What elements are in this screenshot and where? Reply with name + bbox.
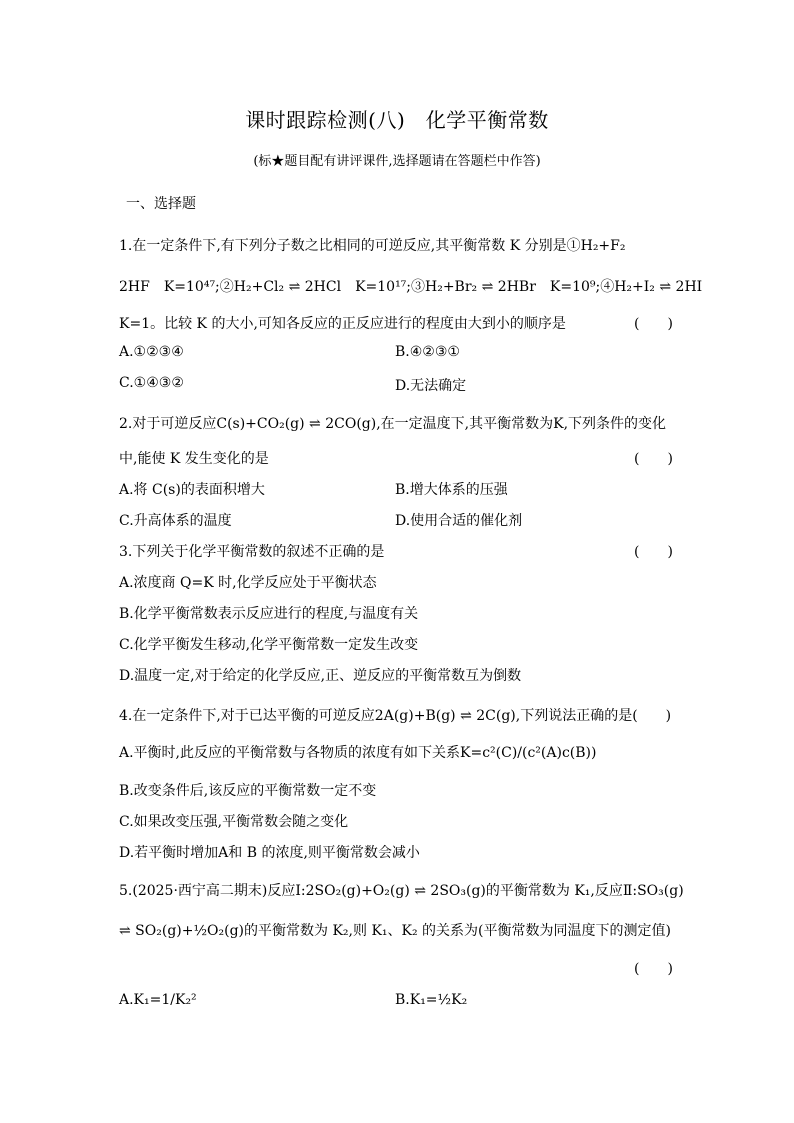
q5-option-b[interactable]: B.K₁=½K₂	[395, 992, 468, 1008]
section-heading: 一、选择题	[126, 196, 196, 212]
q5-line1: 5.(2025·西宁高二期末)反应Ⅰ:2SO₂(g)+O₂(g) ⇌ 2SO₃(g)的平衡常数为 K₁,反应Ⅱ:SO₃(g)	[119, 883, 684, 899]
q1-line2: 2HF K=10⁴⁷;②H₂+Cl₂ ⇌ 2HCl K=10¹⁷;③H₂+Br₂ ⇌ 2HBr K=10⁹;④H₂+I₂ ⇌ 2HI	[119, 279, 703, 295]
q1-option-a[interactable]: A.①②③④	[119, 344, 184, 360]
q1-line3: K=1。比较 K 的大小,可知各反应的正反应进行的程度由大到小的顺序是	[119, 316, 566, 332]
q5-option-a[interactable]: A.K₁=1/K₂²	[119, 992, 197, 1008]
q4-option-b[interactable]: B.改变条件后,该反应的平衡常数一定不变	[119, 783, 377, 799]
q1-option-b[interactable]: B.④②③①	[395, 344, 460, 360]
q3-line1: 3.下列关于化学平衡常数的叙述不正确的是	[119, 544, 385, 560]
q3-option-d[interactable]: D.温度一定,对于给定的化学反应,正、逆反应的平衡常数互为倒数	[119, 668, 522, 684]
q2-option-d[interactable]: D.使用合适的催化剂	[395, 513, 523, 529]
q4-option-a[interactable]: A.平衡时,此反应的平衡常数与各物质的浓度有如下关系K=c²(C)/(c²(A)c(B))	[119, 745, 597, 761]
q4-option-d[interactable]: D.若平衡时增加A和 B 的浓度,则平衡常数会减小	[119, 845, 420, 861]
q3-answer-blank[interactable]: ( )	[634, 544, 673, 560]
q2-option-b[interactable]: B.增大体系的压强	[395, 482, 508, 498]
q3-option-c[interactable]: C.化学平衡发生移动,化学平衡常数一定发生改变	[119, 637, 419, 653]
q2-option-a[interactable]: A.将 C(s)的表面积增大	[119, 482, 265, 498]
page-title: 课时跟踪检测(八) 化学平衡常数	[245, 108, 549, 132]
q2-line1: 2.对于可逆反应C(s)+CO₂(g) ⇌ 2CO(g),在一定温度下,其平衡常数为K,下列条件的变化	[119, 416, 667, 432]
q2-answer-blank[interactable]: ( )	[634, 451, 673, 467]
q2-option-c[interactable]: C.升高体系的温度	[119, 513, 232, 529]
q1-option-c[interactable]: C.①④③②	[119, 375, 184, 391]
q5-answer-blank[interactable]: ( )	[634, 961, 673, 977]
q1-line1: 1.在一定条件下,有下列分子数之比相同的可逆反应,其平衡常数 K 分别是①H₂+F₂	[119, 238, 626, 254]
q3-option-a[interactable]: A.浓度商 Q=K 时,化学反应处于平衡状态	[119, 575, 377, 591]
q5-line2: ⇌ SO₂(g)+½O₂(g)的平衡常数为 K₂,则 K₁、K₂ 的关系为(平衡常数为同温度下的测定值)	[119, 923, 671, 939]
q1-option-d[interactable]: D.无法确定	[395, 378, 467, 394]
q4-option-c[interactable]: C.如果改变压强,平衡常数会随之变化	[119, 814, 349, 830]
q1-answer-blank[interactable]: ( )	[634, 316, 673, 332]
q3-option-b[interactable]: B.化学平衡常数表示反应进行的程度,与温度有关	[119, 606, 419, 622]
q4-line1: 4.在一定条件下,对于已达平衡的可逆反应2A(g)+B(g) ⇌ 2C(g),下列说法正确的是( )	[119, 708, 672, 724]
page-subtitle: (标★题目配有讲评课件,选择题请在答题栏中作答)	[253, 154, 541, 169]
q2-line2: 中,能使 K 发生变化的是	[119, 451, 269, 467]
